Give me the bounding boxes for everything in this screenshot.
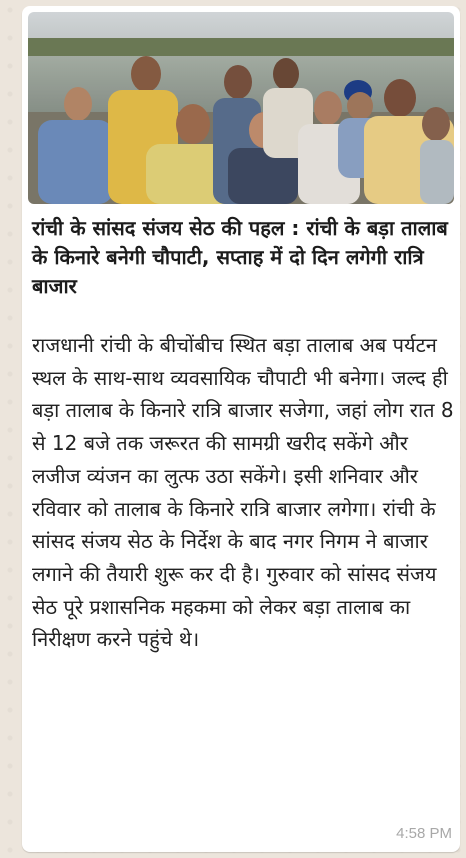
message-timestamp: 4:58 PM bbox=[396, 825, 452, 842]
message-bubble[interactable] bbox=[22, 6, 460, 852]
message-body: राजधानी रांची के बीचोंबीच स्थित बड़ा तालाब अब पर्यटन स्थल के साथ-साथ व्यवसायिक चौपाटी भी बनेगा। जल्द ही बड़ा तालाब के किनारे रात्रि बाजार सजेगा, जहां लोग रात 8 से 12 बजे तक जरूरत की सामग्री खरीद सकेंगे और लजीज व्यंजन का लुत्फ उठा सकेंगे। इसी शनिवार और रविवार को तालाब के किनारे रात्रि बाजार लगेगा। रांची के सांसद संजय सेठ के निर्देश के बाद नगर निगम ने बाजार लगाने की तैयारी शुरू कर दी है। गुरुवार को सांसद संजय सेठ पूरे प्रशासनिक महकमा को लेकर बड़ा तालाब का निरीक्षण करने पहुंचे थे। bbox=[32, 333, 454, 652]
message-photo[interactable] bbox=[28, 12, 454, 204]
group-photo-image bbox=[28, 12, 454, 204]
message-headline: रांची के सांसद संजय सेठ की पहल : रांची के बड़ा तालाब के किनारे बनेगी चौपाटी, सप्ताह में दो दिन लगेगी रात्रि बाजार bbox=[32, 216, 448, 298]
